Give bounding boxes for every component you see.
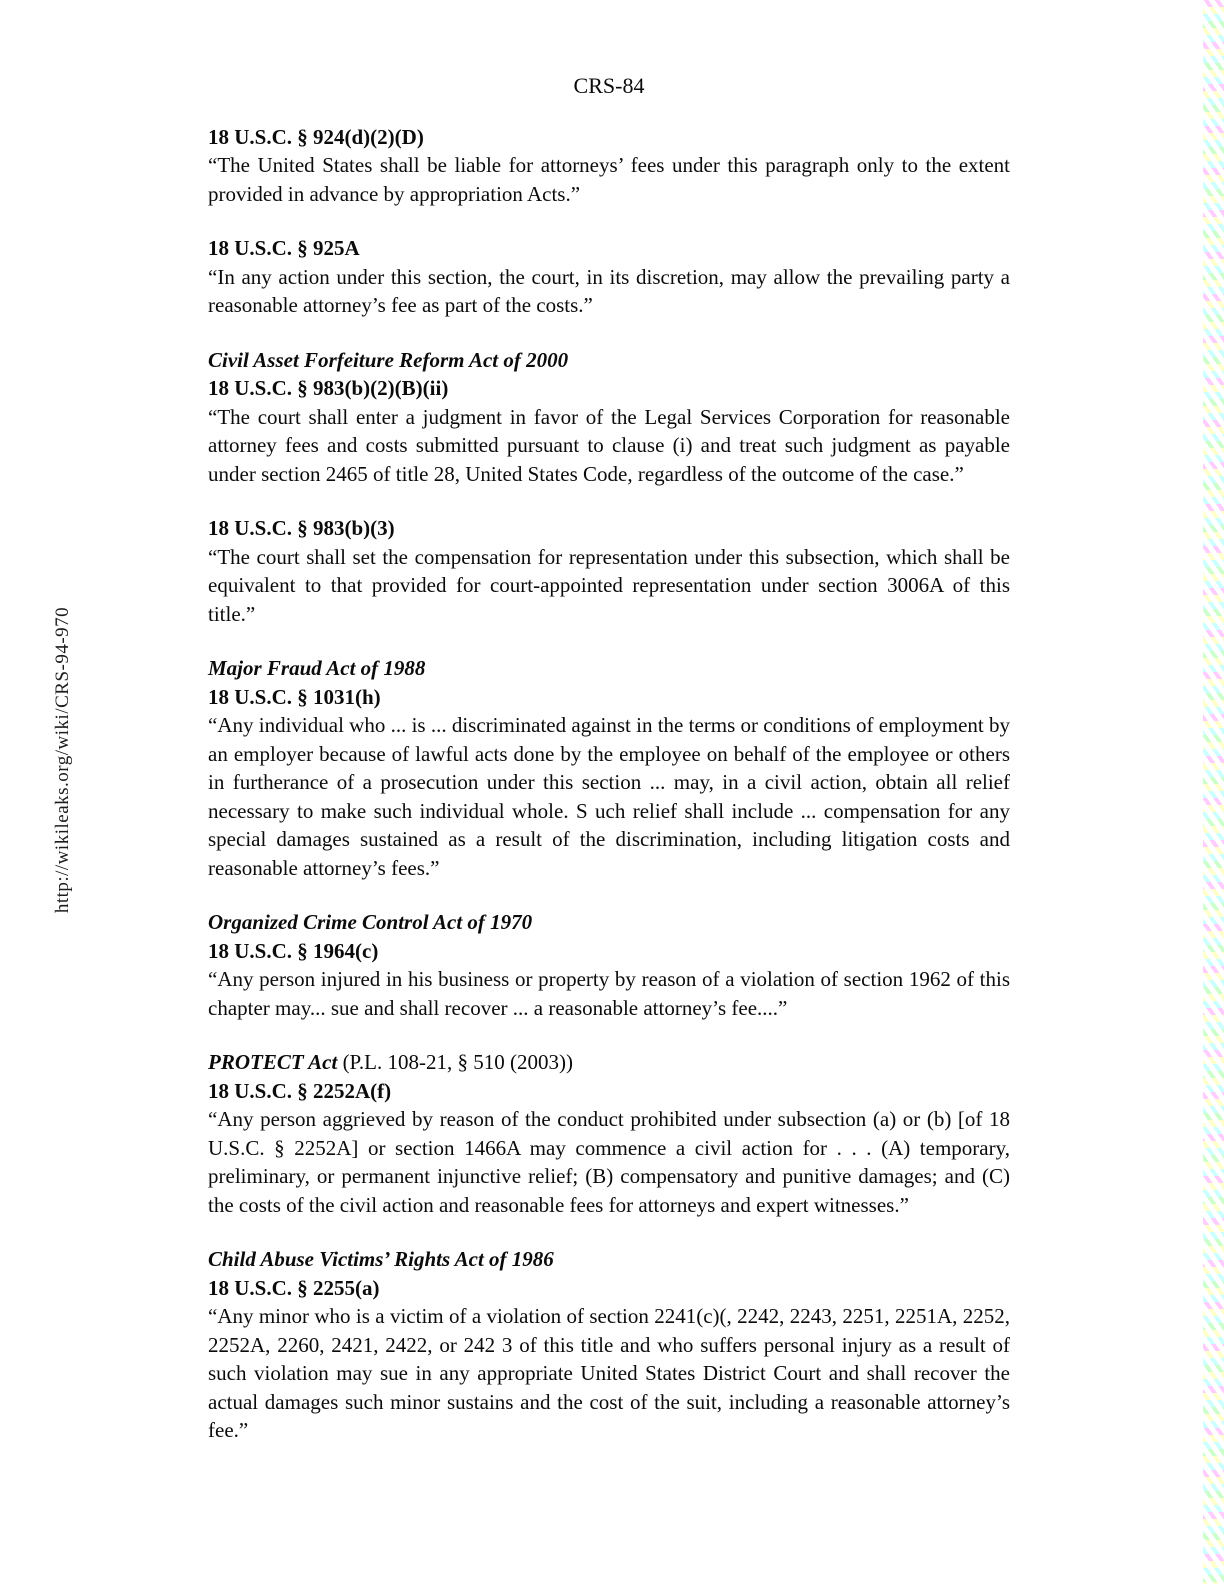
statute-citation: 18 U.S.C. § 1031(h) xyxy=(208,684,381,709)
statute-citation: 18 U.S.C. § 1964(c) xyxy=(208,938,379,963)
statute-citation: 18 U.S.C. § 925A xyxy=(208,236,360,260)
act-name: Organized Crime Control Act of 1970 xyxy=(208,910,533,934)
statute-quote: “Any minor who is a victim of a violation of section 2241(c)(, 2242, 2243, 2251, 2251A, 2252, 2252A, 2260, 2421, 2422, or 242 3 of this title and who suffers personal injury as a result of such violation may sue in any appropriate United States District Court and shall recover the actual damages such minor sustains and the cost of the suit, including a reasonable attorney’s fee.” xyxy=(208,1304,1010,1442)
statute-citation: 18 U.S.C. § 983(b)(2)(B)(ii) xyxy=(208,376,449,400)
law-section xyxy=(208,1245,1010,1445)
statute-quote: “Any individual who ... is ... discriminated against in the terms or conditions of employment by an employer because of lawful acts done by the employee on behalf of the employee or others in furtherance of a prosecution under this section ... may, in a civil action, obtain all relief necessary to make such individual whole. S uch relief shall include ... compensation for any special damages sustained as a result of the discrimination, including litigation costs and reasonable attorney’s fees.” xyxy=(208,713,1010,880)
statute-quote: “The court shall set the compensation for representation under this subsection, which shall be equivalent to that provided for court-appointed representation under section 3006A of this title.” xyxy=(208,544,1010,626)
act-title xyxy=(208,346,1010,375)
act-citation-suffix: (P.L. 108-21, § 510 (2003)) xyxy=(337,1050,573,1074)
law-section xyxy=(208,514,1010,628)
statute-quote: “In any action under this section, the court, in its discretion, may allow the prevailing party a reasonable attorney’s fee as part of the costs.” xyxy=(208,264,1010,317)
act-name: Civil Asset Forfeiture Reform Act of 2000 xyxy=(208,347,569,372)
statute-citation: 18 U.S.C. § 983(b)(3) xyxy=(208,516,395,540)
act-title xyxy=(208,654,1010,683)
document-body xyxy=(208,0,1010,1471)
scan-edge-artifact-pattern xyxy=(1203,0,1224,1584)
act-title xyxy=(208,1048,1010,1077)
act-name: Major Fraud Act of 1988 xyxy=(208,656,426,680)
law-section xyxy=(208,234,1010,320)
law-section xyxy=(208,1048,1010,1219)
page-number: CRS-84 xyxy=(573,73,645,98)
statute-quote: “The United States shall be liable for attorneys’ fees under this paragraph only to the extent provided in advance by appropriation Acts.” xyxy=(208,153,1010,206)
statute-citation: 18 U.S.C. § 2255(a) xyxy=(208,1275,380,1300)
law-section xyxy=(208,346,1010,489)
law-section xyxy=(208,123,1010,209)
act-name: PROTECT Act xyxy=(208,1050,338,1074)
wikileaks-url-watermark: http://wikileaks.org/wiki/CRS-94-970 xyxy=(52,606,73,914)
act-title xyxy=(208,1245,1010,1274)
statute-citation: 18 U.S.C. § 924(d)(2)(D) xyxy=(208,124,424,149)
law-section xyxy=(208,654,1010,882)
statute-quote: “Any person injured in his business or property by reason of a violation of section 1962 of this chapter may... sue and shall recover ... a reasonable attorney’s fee....” xyxy=(208,967,1010,1020)
act-title xyxy=(208,908,1010,937)
statute-quote: “Any person aggrieved by reason of the conduct prohibited under subsection (a) or (b) [of 18 U.S.C. § 2252A] or section 1466A may commence a civil action for . . . (A) temporary, preliminary, or permanent injunctive relief; (B) compensatory and punitive damages; and (C) the costs of the civil action and reasonable fees for attorneys and expert witnesses.” xyxy=(208,1107,1010,1217)
statute-citation: 18 U.S.C. § 2252A(f) xyxy=(208,1078,392,1103)
act-name: Child Abuse Victims’ Rights Act of 1986 xyxy=(208,1247,554,1271)
statute-quote: “The court shall enter a judgment in favor of the Legal Services Corporation for reasonable attorney fees and costs submitted pursuant to clause (i) and treat such judgment as payable under section 2465 of title 28, United States Code, regardless of the outcome of the case.” xyxy=(208,404,1010,486)
law-section xyxy=(208,908,1010,1022)
